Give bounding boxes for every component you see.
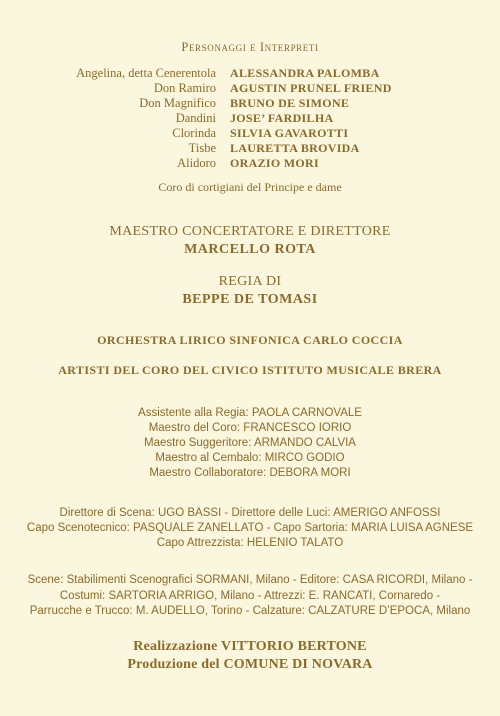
- cast-singer: ORAZIO MORI: [230, 156, 319, 170]
- cast-row: [40, 66, 480, 81]
- cast-singer: JOSE’ FARDILHA: [230, 111, 334, 125]
- director-label: REGIA DI: [218, 274, 282, 289]
- cast-row: [40, 156, 480, 171]
- orchestra-credit: ORCHESTRA LIRICO SINFONICA CARLO COCCIA: [97, 333, 403, 347]
- technical-crew-list: [0, 506, 500, 551]
- cast-role: Don Ramiro: [153, 81, 216, 95]
- cast-singer: AGUSTIN PRUNEL FRIEND: [230, 81, 392, 95]
- staff-line: Maestro al Cembalo: MIRCO GODIO: [155, 452, 345, 464]
- realization-credit: Realizzazione VITTORIO BERTONE: [133, 639, 367, 654]
- cast-role: Dandini: [175, 111, 216, 125]
- cast-singer: SILVIA GAVAROTTI: [230, 126, 349, 140]
- cast-row: [40, 141, 480, 156]
- cast-singer: BRUNO DE SIMONE: [230, 96, 350, 110]
- production-credit: Produzione del COMUNE DI NOVARA: [127, 657, 373, 672]
- cast-heading: Personaggi e Interpreti: [181, 40, 319, 54]
- chorus-note: Coro di cortigiani del Principe e dame: [158, 180, 342, 194]
- staff-line: Maestro Collaboratore: DEBORA MORI: [149, 467, 351, 479]
- cast-role: Don Magnifico: [139, 96, 216, 110]
- production-suppliers: [0, 573, 500, 620]
- cast-row: [40, 111, 480, 126]
- cast-row: [40, 126, 480, 141]
- cast-row: [40, 96, 480, 111]
- cast-list: [40, 66, 480, 171]
- conductor-name: MARCELLO ROTA: [184, 242, 316, 257]
- staff-line: Maestro del Coro: FRANCESCO IORIO: [148, 422, 352, 434]
- supplier-line: Scene: Stabilimenti Scenografici SORMANI, Milano - Editore: CASA RICORDI, Milano -: [27, 574, 473, 586]
- cast-role: Angelina, detta Cenerentola: [76, 66, 216, 80]
- conductor-label: MAESTRO CONCERTATORE E DIRETTORE: [109, 224, 391, 239]
- musical-staff-list: [0, 406, 500, 481]
- supplier-line: Parrucche e Trucco: M. AUDELLO, Torino - Calzature: CALZATURE D’EPOCA, Milano: [29, 605, 471, 617]
- cast-role: Clorinda: [172, 126, 216, 140]
- crew-line: Capo Attrezzista: HELENIO TALATO: [156, 537, 344, 549]
- chorus-credit: ARTISTI DEL CORO DEL CIVICO ISTITUTO MUSICALE BRERA: [58, 363, 442, 377]
- cast-row: [40, 81, 480, 96]
- supplier-line: Costumi: SARTORIA ARRIGO, Milano - Attrezzi: E. RANCATI, Cornaredo -: [59, 589, 441, 602]
- cast-singer: LAURETTA BROVIDA: [230, 141, 360, 155]
- crew-line: Capo Scenotecnico: PASQUALE ZANELLATO - Capo Sartoria: MARIA LUISA AGNESE: [26, 522, 474, 534]
- crew-line: Direttore di Scena: UGO BASSI - Direttore delle Luci: AMERIGO ANFOSSI: [59, 507, 441, 519]
- director-name: BEPPE DE TOMASI: [182, 292, 318, 307]
- cast-role: Tisbe: [188, 141, 216, 155]
- cast-role: Alidoro: [177, 156, 216, 170]
- staff-line: Assistente alla Regia: PAOLA CARNOVALE: [138, 407, 362, 419]
- cast-singer: ALESSANDRA PALOMBA: [230, 66, 380, 80]
- staff-line: Maestro Suggeritore: ARMANDO CALVIA: [144, 437, 356, 449]
